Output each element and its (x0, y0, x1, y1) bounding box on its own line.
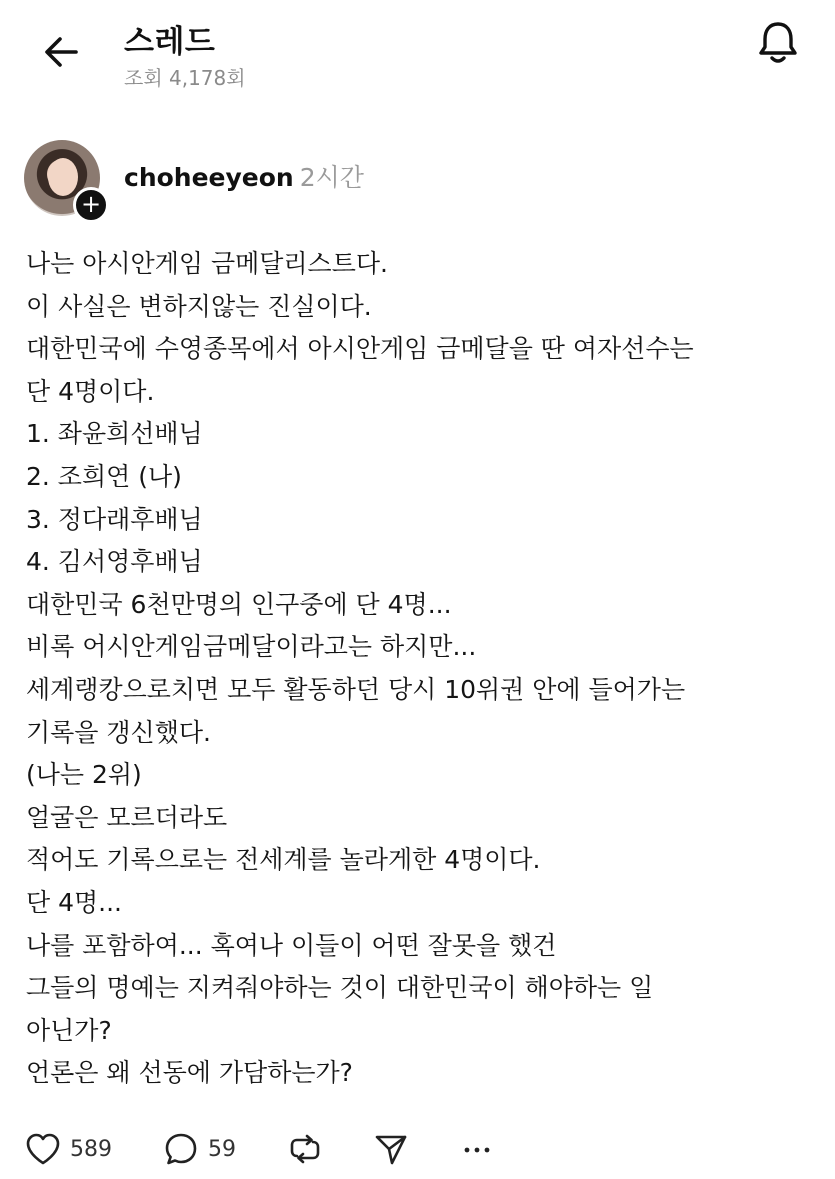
notification-button[interactable] (750, 14, 806, 70)
post-line: 적어도 기록으로는 전세계를 놀라게한 4명이다. (26, 845, 541, 875)
post-line: 얼굴은 모르더라도 (26, 802, 228, 832)
post-line: 이 사실은 변하지않는 진실이다. (26, 291, 372, 321)
post-line: 언론은 왜 선동에 가담하는가? (26, 1058, 353, 1088)
like-button[interactable] (24, 1124, 112, 1174)
post-line: 대한민국 6천만명의 인구중에 단 4명... (26, 589, 452, 619)
post-line: 2. 조희연 (나) (26, 461, 182, 491)
share-button[interactable] (372, 1124, 410, 1174)
back-button[interactable] (40, 30, 84, 74)
plus-icon: + (80, 190, 102, 218)
post-line: 나는 아시안게임 금메달리스트다. (26, 249, 388, 278)
comment-button[interactable] (162, 1124, 236, 1174)
view-count: 조회 4,178회 (124, 66, 246, 90)
post-line: 기록을 갱신했다. (26, 717, 211, 747)
post-line: 대한민국에 수영종목에서 아시안게임 금메달을 딴 여자선수는 (26, 334, 694, 364)
post-line: 단 4명이다. (26, 376, 155, 406)
post-line: 세계랭캉으로치면 모두 활동하던 당시 10위권 안에 들어가는 (26, 674, 686, 704)
follow-button[interactable] (73, 187, 109, 223)
post-line: 그들의 명예는 지켜줘야하는 것이 대한민국이 해야하는 일 (26, 973, 654, 1003)
repost-icon (286, 1130, 324, 1168)
repost-button[interactable] (286, 1124, 324, 1174)
post-line: 1. 좌윤희선배님 (26, 419, 203, 449)
post-line: 3. 정다래후배님 (26, 504, 203, 534)
top-bar (0, 0, 835, 110)
send-icon (372, 1130, 410, 1168)
post-time: 2시간 (299, 163, 364, 192)
post-actions (0, 1124, 835, 1174)
post-author (0, 130, 835, 220)
comment-icon (162, 1130, 200, 1168)
post-line: 단 4명... (26, 887, 122, 917)
more-options-button[interactable] (460, 1124, 494, 1174)
bell-icon (750, 14, 806, 70)
post-line: 4. 김서영후배님 (26, 547, 203, 577)
comment-count: 59 (208, 1136, 236, 1162)
post-line: (나는 2위) (26, 760, 142, 790)
arrow-left-icon (40, 30, 84, 74)
page-title: 스레드 (124, 24, 216, 60)
like-count: 589 (70, 1136, 112, 1162)
more-icon (460, 1130, 494, 1168)
author-username[interactable]: choheeyeon 2시간 (124, 163, 364, 192)
post-line: 아닌가? (26, 1015, 112, 1045)
post-line: 비록 어시안게임금메달이라고는 하지만... (26, 632, 477, 662)
heart-icon (24, 1130, 62, 1168)
post-line: 나를 포함하여... 혹여나 이들이 어떤 잘못을 했건 (26, 930, 557, 960)
post-text (26, 243, 816, 1095)
